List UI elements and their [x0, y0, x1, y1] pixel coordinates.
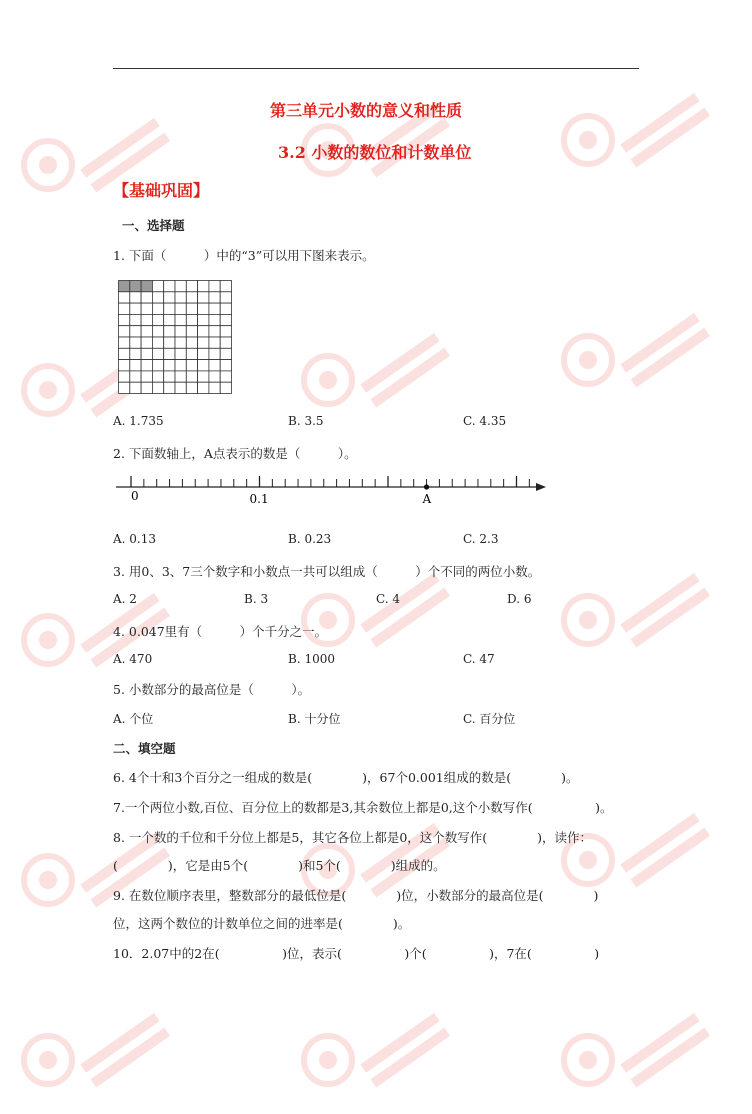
question-7: 7.一个两位小数,百位、百分位上的数都是3,其余数位上都是0,这个小数写作( )。 [113, 800, 613, 815]
grid-cell [119, 303, 130, 314]
q5-option-c[interactable]: C. 百分位 [463, 712, 516, 726]
grid-cell [209, 382, 220, 393]
grid-cell [220, 348, 231, 359]
grid-cell [175, 326, 186, 337]
grid-cell [198, 382, 209, 393]
grid-cell [119, 348, 130, 359]
question-4: 4. 0.047里有（ ）个千分之一。 [113, 624, 328, 639]
grid-cell-shaded [130, 281, 141, 292]
grid-cell [220, 382, 231, 393]
question-5: 5. 小数部分的最高位是（ ）。 [113, 682, 311, 697]
watermark-logo [560, 80, 730, 194]
grid-cell [175, 314, 186, 325]
watermark-logo [560, 300, 730, 414]
grid-cell [209, 292, 220, 303]
grid-cell [220, 303, 231, 314]
grid-cell [209, 348, 220, 359]
page-title: 第三单元小数的意义和性质 [270, 101, 463, 120]
grid-cell [164, 382, 175, 393]
grid-cell [130, 360, 141, 371]
q3-option-a[interactable]: A. 2 [113, 592, 137, 606]
grid-cell [198, 348, 209, 359]
grid-cell [186, 348, 197, 359]
grid-cell [220, 371, 231, 382]
question-6: 6. 4个十和3个百分之一组成的数是( )，67个0.001组成的数是( )。 [113, 770, 579, 785]
question-2: 2. 下面数轴上，A点表示的数是（ ）。 [113, 446, 357, 461]
question-9-line-2: 位，这两个数位的计数单位之间的进率是( )。 [113, 916, 411, 931]
section-tag: 【基础巩固】 [113, 181, 210, 200]
grid-cell [198, 360, 209, 371]
grid-cell [119, 337, 130, 348]
grid-cell [130, 371, 141, 382]
grid-cell [175, 303, 186, 314]
axis-label-a: A [422, 492, 432, 506]
grid-cell [152, 371, 163, 382]
part2-heading: 二、填空题 [113, 741, 176, 756]
grid-cell [164, 360, 175, 371]
axis-label-0-1: 0.1 [249, 492, 269, 506]
grid-cell [209, 326, 220, 337]
q3-option-d[interactable]: D. 6 [507, 592, 532, 606]
question-9-line-1: 9. 在数位顺序表里，整数部分的最低位是( )位，小数部分的最高位是( ) [113, 888, 599, 903]
grid-cell [141, 303, 152, 314]
grid-cell [141, 382, 152, 393]
grid-cell [152, 314, 163, 325]
grid-cell [198, 314, 209, 325]
grid-cell [141, 337, 152, 348]
grid-cell [186, 303, 197, 314]
grid-cell-shaded [141, 281, 152, 292]
grid-cell [141, 360, 152, 371]
q4-option-b[interactable]: B. 1000 [288, 652, 335, 666]
q3-option-b[interactable]: B. 3 [244, 592, 269, 606]
grid-cell [164, 337, 175, 348]
question-8-line-2: ( )，它是由5个( )和5个( )组成的。 [113, 858, 446, 873]
q3-option-c[interactable]: C. 4 [376, 592, 401, 606]
grid-cell [152, 303, 163, 314]
axis-arrow-icon [536, 483, 546, 491]
grid-cell [186, 371, 197, 382]
grid-cell [209, 314, 220, 325]
grid-cell [164, 281, 175, 292]
grid-cell [119, 326, 130, 337]
grid-cell [175, 281, 186, 292]
grid-cell [175, 360, 186, 371]
grid-cell [186, 314, 197, 325]
q5-option-a[interactable]: A. 个位 [113, 712, 154, 726]
grid-cell [164, 303, 175, 314]
grid-cell [175, 337, 186, 348]
grid-cell [119, 382, 130, 393]
q2-option-b[interactable]: B. 0.23 [288, 532, 332, 546]
grid-cell [152, 281, 163, 292]
grid-cell [175, 382, 186, 393]
grid-cell [141, 371, 152, 382]
q2-option-a[interactable]: A. 0.13 [113, 532, 157, 546]
grid-cell [141, 314, 152, 325]
grid-cell [198, 337, 209, 348]
hundred-grid [118, 280, 233, 395]
point-a [424, 484, 429, 489]
grid-cell [209, 360, 220, 371]
grid-cell [209, 337, 220, 348]
q1-option-c[interactable]: C. 4.35 [463, 414, 507, 428]
grid-cell [175, 348, 186, 359]
grid-cell [119, 371, 130, 382]
grid-cell [220, 314, 231, 325]
grid-cell [209, 303, 220, 314]
grid-cell [164, 314, 175, 325]
q1-option-a[interactable]: A. 1.735 [113, 414, 164, 428]
grid-cell [198, 371, 209, 382]
grid-cell [164, 371, 175, 382]
watermark-logo [20, 105, 190, 219]
grid-cell [186, 337, 197, 348]
grid-cell [220, 360, 231, 371]
q4-option-a[interactable]: A. 470 [113, 652, 153, 666]
watermark-logo [560, 560, 730, 674]
grid-cell [186, 326, 197, 337]
grid-cell [198, 326, 209, 337]
grid-cell [152, 382, 163, 393]
grid-cell [130, 337, 141, 348]
grid-cell [198, 303, 209, 314]
grid-cell [130, 348, 141, 359]
grid-cell [152, 326, 163, 337]
question-1: 1. 下面（ ）中的“3”可以用下图来表示。 [113, 248, 375, 263]
grid-cell [130, 314, 141, 325]
grid-cell [164, 348, 175, 359]
grid-cell [130, 382, 141, 393]
grid-cell [152, 360, 163, 371]
grid-cell-shaded [119, 281, 130, 292]
header-rule [113, 68, 639, 69]
grid-cell [220, 337, 231, 348]
grid-cell [130, 326, 141, 337]
grid-cell [175, 292, 186, 303]
grid-cell [209, 281, 220, 292]
grid-cell [220, 281, 231, 292]
grid-cell [175, 371, 186, 382]
question-8-line-1: 8. 一个数的千位和千分位上都是5，其它各位上都是0，这个数写作( )，读作： [113, 830, 593, 845]
watermark-logo [560, 1000, 730, 1114]
grid-cell [209, 371, 220, 382]
grid-cell [186, 281, 197, 292]
watermark-logo [300, 1000, 470, 1114]
grid-cell [119, 360, 130, 371]
grid-cell [220, 292, 231, 303]
grid-cell [141, 348, 152, 359]
q2-option-c[interactable]: C. 2.3 [463, 532, 499, 546]
grid-cell [141, 326, 152, 337]
q5-option-b[interactable]: B. 十分位 [288, 712, 341, 726]
grid-cell [186, 292, 197, 303]
axis-label-0: 0 [131, 489, 139, 503]
grid-cell [152, 292, 163, 303]
grid-cell [186, 360, 197, 371]
grid-cell [198, 281, 209, 292]
grid-cell [130, 303, 141, 314]
q1-option-b[interactable]: B. 3.5 [288, 414, 324, 428]
grid-cell [119, 292, 130, 303]
page-subtitle: 3.2 小数的数位和计数单位 [278, 143, 472, 162]
grid-cell [220, 326, 231, 337]
grid-cell [198, 292, 209, 303]
grid-cell [141, 292, 152, 303]
question-10: 10．2.07中的2在( )位，表示( )个( )，7在( ) [113, 946, 600, 961]
grid-cell [152, 337, 163, 348]
part1-heading: 一、选择题 [122, 218, 185, 233]
grid-cell [164, 292, 175, 303]
watermark-logo [20, 1000, 190, 1114]
question-3: 3. 用0、3、7三个数字和小数点一共可以组成（ ）个不同的两位小数。 [113, 564, 541, 579]
grid-cell [130, 292, 141, 303]
watermark-logo [300, 320, 470, 434]
number-line [112, 470, 552, 510]
grid-cell [152, 348, 163, 359]
q4-option-c[interactable]: C. 47 [463, 652, 495, 666]
grid-cell [164, 326, 175, 337]
grid-cell [119, 314, 130, 325]
grid-cell [186, 382, 197, 393]
